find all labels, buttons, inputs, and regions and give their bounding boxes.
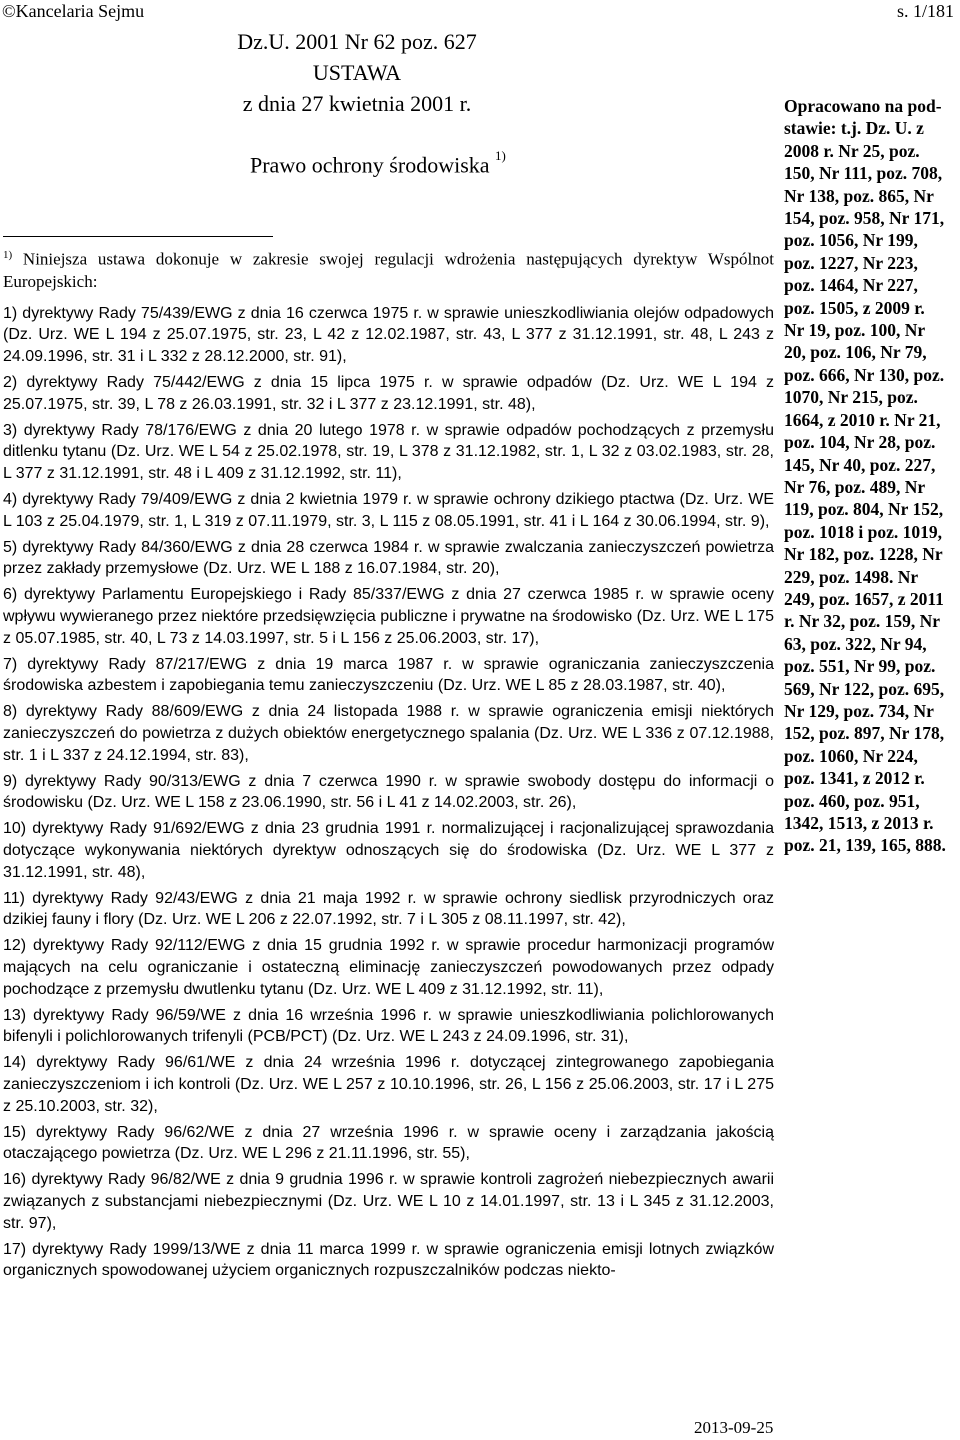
sidebar-line: poz. 1018 i poz. 1019, bbox=[784, 521, 942, 542]
footnote-text: Niniejsza ustawa dokonuje w zakresie swojej regulacji wdrożenia następujących dyrektyw Wspólnot Europejskich: bbox=[3, 249, 774, 291]
directive-item: 17) dyrektywy Rady 1999/13/WE z dnia 11 marca 1999 r. w sprawie ograniczenia emisji lotnych związków organicznych spowodowanej użyciem organicznych rozpuszczalników podczas niekto- bbox=[3, 1240, 774, 1280]
sidebar-line: 152, poz. 897, Nr 178, bbox=[784, 723, 945, 744]
sidebar-line: r. Nr 32, poz. 159, Nr bbox=[784, 611, 941, 632]
sidebar-line: Nr 129, poz. 734, Nr bbox=[784, 700, 934, 721]
directive-item: 1) dyrektywy Rady 75/439/EWG z dnia 16 czerwca 1975 r. w sprawie unieszkodliwiania olejów odpadowych (Dz. Urz. WE L 194 z 25.07.1975, str. 23, L 42 z 12.02.1987, str. 43, L 377 z 31.12.1991, str. 48, L 243 z 24.09.1996, str. 31 i L 332 z 28.12.2000, str. 91), bbox=[3, 304, 774, 366]
sidebar-line: poz. 1341, z 2012 r. bbox=[784, 768, 925, 789]
sidebar-line: poz. 1227, Nr 223, bbox=[784, 252, 918, 273]
sidebar-line: 1070, Nr 215, poz. bbox=[784, 387, 918, 408]
sidebar-line: poz. 666, Nr 130, poz. bbox=[784, 364, 945, 385]
header-publisher: ©Kancelaria Sejmu bbox=[2, 1, 145, 21]
directive-item: 9) dyrektywy Rady 90/313/EWG z dnia 7 czerwca 1990 r. w sprawie swobody dostępu do informacji o środowisku (Dz. Urz. WE L 158 z 23.06.1990, str. 56 i L 41 z 14.02.2003, str. 26), bbox=[3, 772, 774, 812]
sidebar-line: Nr 138, poz. 865, Nr bbox=[784, 185, 934, 206]
sidebar-line: 154, poz. 958, Nr 171, bbox=[784, 208, 945, 229]
directive-item: 4) dyrektywy Rady 79/409/EWG z dnia 2 kwietnia 1979 r. w sprawie ochrony dzikiego ptactwa (Dz. Urz. WE L 103 z 25.04.1979, str. 1, L 319 z 07.11.1979, str. 3, L 115 z 08.05.1991, str. 41 i L 164 z 30.06.1994, str. 9), bbox=[3, 491, 774, 530]
act-date: z dnia 27 kwietnia 2001 r. bbox=[242, 91, 472, 116]
directive-item: 6) dyrektywy Parlamentu Europejskiego i Rady 85/337/EWG z dnia 27 czerwca 1985 r. w sprawie oceny wpływu wywieranego przez niektóre przedsięwzięcia publiczne i prywatne na środowisko (Dz. Urz. WE L 175 z 05.07.1985, str. 40, L 73 z 14.03.1997, str. 5 i L 156 z 25.06.2003, str. 17), bbox=[3, 586, 774, 647]
sidebar-line: 1342, 1513, z 2013 r. bbox=[784, 813, 934, 833]
footnote-mark: 1) bbox=[3, 249, 13, 261]
title-block bbox=[212, 26, 502, 119]
footnote-reference[interactable]: 1) bbox=[495, 148, 506, 163]
sidebar-line: poz. 1056, Nr 199, bbox=[784, 230, 918, 251]
directive-list bbox=[3, 303, 774, 1282]
sidebar-line: 229, poz. 1498. Nr bbox=[784, 566, 919, 587]
sidebar-consolidation-note bbox=[784, 95, 960, 857]
sidebar-line: poz. 104, Nr 28, poz. bbox=[784, 432, 936, 453]
directive-item: 11) dyrektywy Rady 92/43/EWG z dnia 21 maja 1992 r. w sprawie ochrony siedlisk przyrodniczych oraz dzikiej fauny i flory (Dz. Urz. WE L 206 z 22.07.1992, str. 7 i L 305 z 08.11.1997, str. 42), bbox=[3, 889, 774, 929]
directive-item: 15) dyrektywy Rady 96/62/WE z dnia 27 września 1996 r. w sprawie oceny i zarządzania jakością otaczającego powietrza (Dz. Urz. WE L 296 z 21.11.1996, str. 55), bbox=[3, 1123, 774, 1163]
directive-item: 8) dyrektywy Rady 88/609/EWG z dnia 24 listopada 1988 r. w sprawie ograniczenia emisji niektórych zanieczyszczeń do powietrza z dużych obiektów energetycznego spalania (Dz. Urz. WE L 336 z 07.12.1988, str. 1 i L 337 z 24.12.1994, str. 83), bbox=[3, 703, 774, 764]
sidebar-line: 2008 r. Nr 25, poz. bbox=[784, 140, 920, 161]
sidebar-line: 145, Nr 40, poz. 227, bbox=[784, 454, 936, 475]
sidebar-line: 119, poz. 804, Nr 152, bbox=[784, 499, 944, 520]
sidebar-line: poz. 551, Nr 99, poz. bbox=[784, 656, 936, 677]
sidebar-line: 20, poz. 106, Nr 79, bbox=[784, 342, 927, 363]
sidebar-line: 569, Nr 122, poz. 695, bbox=[784, 678, 945, 699]
directive-item: 13) dyrektywy Rady 96/59/WE z dnia 16 września 1996 r. w sprawie unieszkodliwiania polichlorowanych bifenyli i polichlorowanych trifenyli (PCB/PCT) (Dz. Urz. WE L 243 z 24.09.1996, str. 31), bbox=[3, 1006, 774, 1046]
sidebar-line: 150, Nr 111, poz. 708, bbox=[784, 163, 943, 184]
sidebar-line: 1664, z 2010 r. Nr 21, bbox=[784, 409, 941, 430]
sidebar-line: poz. 1505, z 2009 r. bbox=[784, 297, 925, 318]
directive-item: 3) dyrektywy Rady 78/176/EWG z dnia 20 lutego 1978 r. w sprawie odpadów pochodzących z przemysłu ditlenku tytanu (Dz. Urz. WE L 54 z 25.02.1978, str. 19, L 378 z 31.12.1982, str. 1, L 32 z 03.02.1983, str. 28, L 377 z 31.12.1991, str. 48 i L 409 z 31.12.1992, str. 11), bbox=[3, 421, 774, 483]
act-name: Prawo ochrony środowiska bbox=[250, 152, 490, 178]
sidebar-line: poz. 1464, Nr 227, bbox=[784, 275, 918, 296]
page-number: s. 1/181 bbox=[896, 1, 954, 21]
sidebar-line: poz. 1060, Nr 224, bbox=[784, 745, 918, 766]
footnote-body bbox=[3, 244, 774, 1286]
directive-item: 12) dyrektywy Rady 92/112/EWG z dnia 15 grudnia 1992 r. w sprawie procedur harmonizacji programów mających na celu ograniczanie i ostateczną eliminację zanieczyszczeń powodowanych przez odpady pochodzące z przemysłu dwutlenku tytanu (Dz. Urz. WE L 409 z 31.12.1992, str. 11), bbox=[3, 937, 774, 998]
directive-item: 16) dyrektywy Rady 96/82/WE z dnia 9 grudnia 1996 r. w sprawie kontroli zagrożeń niebezpiecznych awarii związanych z substancjami niebezpiecznymi (Dz. Urz. WE L 10 z 14.01.1997, str. 13 i L 345 z 31.12.2003, str. 97), bbox=[3, 1171, 774, 1232]
directive-item: 2) dyrektywy Rady 75/442/EWG z dnia 15 lipca 1975 r. w sprawie odpadów (Dz. Urz. WE L 194 z 25.07.1975, str. 39, L 78 z 26.03.1991, str. 32 i L 377 z 23.12.1991, str. 48), bbox=[3, 374, 774, 413]
sidebar-line: Opracowano na pod- bbox=[784, 96, 942, 116]
sidebar-line: 249, poz. 1657, z 2011 bbox=[784, 588, 944, 609]
directive-item: 10) dyrektywy Rady 91/692/EWG z dnia 23 grudnia 1991 r. normalizującej i racjonalizującej sprawozdania dotyczące wykonywania niektórych dyrektyw odnoszących się do środowiska (Dz. Urz. WE L 377 z 31.12.1991, str. 48), bbox=[3, 820, 774, 881]
act-citation: Dz.U. 2001 Nr 62 poz. 627 bbox=[237, 29, 477, 54]
sidebar-line: Nr 182, poz. 1228, Nr bbox=[784, 544, 943, 565]
sidebar-line: Nr 19, poz. 100, Nr bbox=[784, 320, 926, 341]
sidebar-line: Nr 76, poz. 489, Nr bbox=[784, 476, 926, 497]
footnote-intro bbox=[3, 244, 774, 293]
sidebar-line: poz. 21, 139, 165, 888. bbox=[784, 835, 946, 856]
directive-item: 5) dyrektywy Rady 84/360/EWG z dnia 28 czerwca 1984 r. w sprawie zwalczania zanieczyszczeń powietrza przez zakłady przemysłowe (Dz. Urz. WE L 188 z 16.07.1984, str. 20), bbox=[3, 538, 774, 578]
footnote-separator bbox=[3, 236, 273, 237]
directive-item: 7) dyrektywy Rady 87/217/EWG z dnia 19 marca 1987 r. w sprawie ograniczania zanieczyszczenia środowiska azbestem i zapobiegania temu zanieczyszczeniu (Dz. Urz. WE L 85 z 28.03.1987, str. 40), bbox=[3, 655, 774, 695]
sidebar-line: poz. 460, poz. 951, bbox=[784, 790, 920, 811]
sidebar-line: 63, poz. 322, Nr 94, bbox=[784, 633, 927, 654]
directive-item: 14) dyrektywy Rady 96/61/WE z dnia 24 września 1996 r. dotyczącej zintegrowanego zapobiegania zanieczyszczeniom i ich kontroli (Dz. Urz. WE L 257 z 10.10.1996, str. 26, L 156 z 25.06.2003, str. 17 i L 275 z 25.10.2003, str. 32), bbox=[3, 1054, 774, 1115]
page-title bbox=[250, 146, 506, 179]
footer-date: 2013-09-25 bbox=[694, 1418, 774, 1437]
act-type: USTAWA bbox=[312, 60, 402, 85]
sidebar-line: stawie: t.j. Dz. U. z bbox=[784, 118, 924, 139]
